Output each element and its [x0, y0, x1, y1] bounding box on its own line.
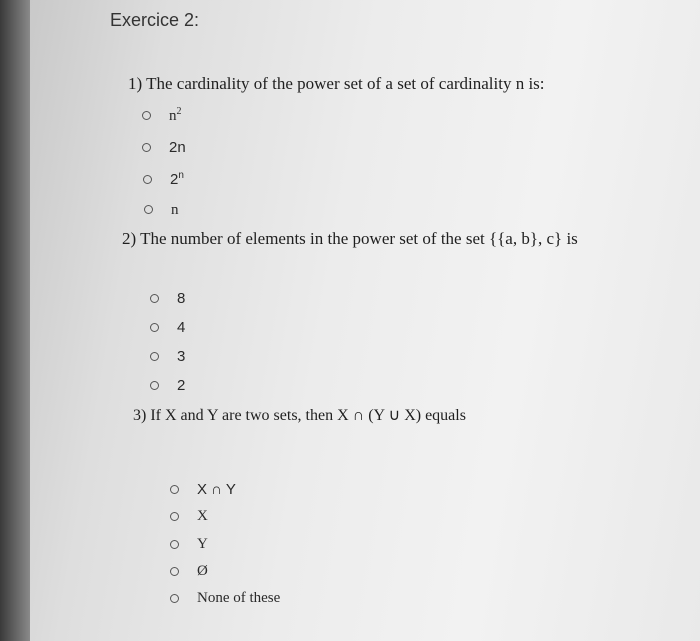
worksheet-page	[30, 0, 700, 641]
radio-bullet-icon[interactable]	[170, 594, 179, 603]
question-1: 1) The cardinality of the power set of a set of cardinality n is:	[128, 74, 545, 93]
radio-bullet-icon[interactable]	[170, 485, 179, 494]
q2-option-2[interactable]	[150, 319, 185, 336]
radio-bullet-icon[interactable]	[150, 381, 159, 390]
option-label: 8	[177, 290, 186, 307]
q1-option-1[interactable]	[142, 106, 182, 125]
background-edge	[0, 0, 30, 641]
radio-bullet-icon[interactable]	[170, 540, 179, 549]
q2-option-1[interactable]	[150, 290, 185, 307]
option-label: 2	[177, 377, 186, 394]
radio-bullet-icon[interactable]	[170, 567, 179, 576]
exercise-title: Exercice 2:	[110, 10, 200, 30]
radio-bullet-icon[interactable]	[150, 294, 159, 303]
option-label: 2$^n$	[170, 170, 184, 188]
radio-bullet-icon[interactable]	[142, 111, 151, 120]
q1-option-3[interactable]	[143, 170, 184, 188]
option-label: X	[197, 508, 208, 524]
option-label: $n^2$	[169, 106, 182, 124]
radio-bullet-icon[interactable]	[142, 143, 151, 152]
q3-option-5[interactable]	[170, 590, 280, 607]
option-label: Ø	[197, 563, 208, 579]
q3-option-4[interactable]	[170, 563, 208, 580]
q1-option-4[interactable]	[144, 200, 179, 219]
question-3: 3) If X and Y are two sets, then X ∩ (Y ∪ X) equals	[133, 407, 466, 424]
radio-bullet-icon[interactable]	[150, 352, 159, 361]
question-2: 2) The number of elements in the power set of the set {{a, b}, c} is	[122, 229, 578, 248]
option-label: Y	[197, 536, 208, 552]
option-label: 4	[177, 319, 186, 336]
q2-option-4[interactable]	[150, 377, 185, 394]
option-label: None of these	[197, 590, 281, 606]
option-label: 2n	[169, 139, 186, 156]
q3-option-3[interactable]	[170, 536, 208, 553]
option-label: n	[171, 202, 179, 218]
q3-option-1[interactable]	[170, 481, 236, 498]
q3-option-2[interactable]	[170, 508, 208, 525]
radio-bullet-icon[interactable]	[170, 512, 179, 521]
option-label: X ∩ Y	[197, 481, 236, 498]
radio-bullet-icon[interactable]	[143, 175, 152, 184]
q1-option-2[interactable]	[142, 138, 186, 156]
radio-bullet-icon[interactable]	[144, 205, 153, 214]
option-label: 3	[177, 348, 186, 365]
radio-bullet-icon[interactable]	[150, 323, 159, 332]
q2-option-3[interactable]	[150, 348, 185, 365]
